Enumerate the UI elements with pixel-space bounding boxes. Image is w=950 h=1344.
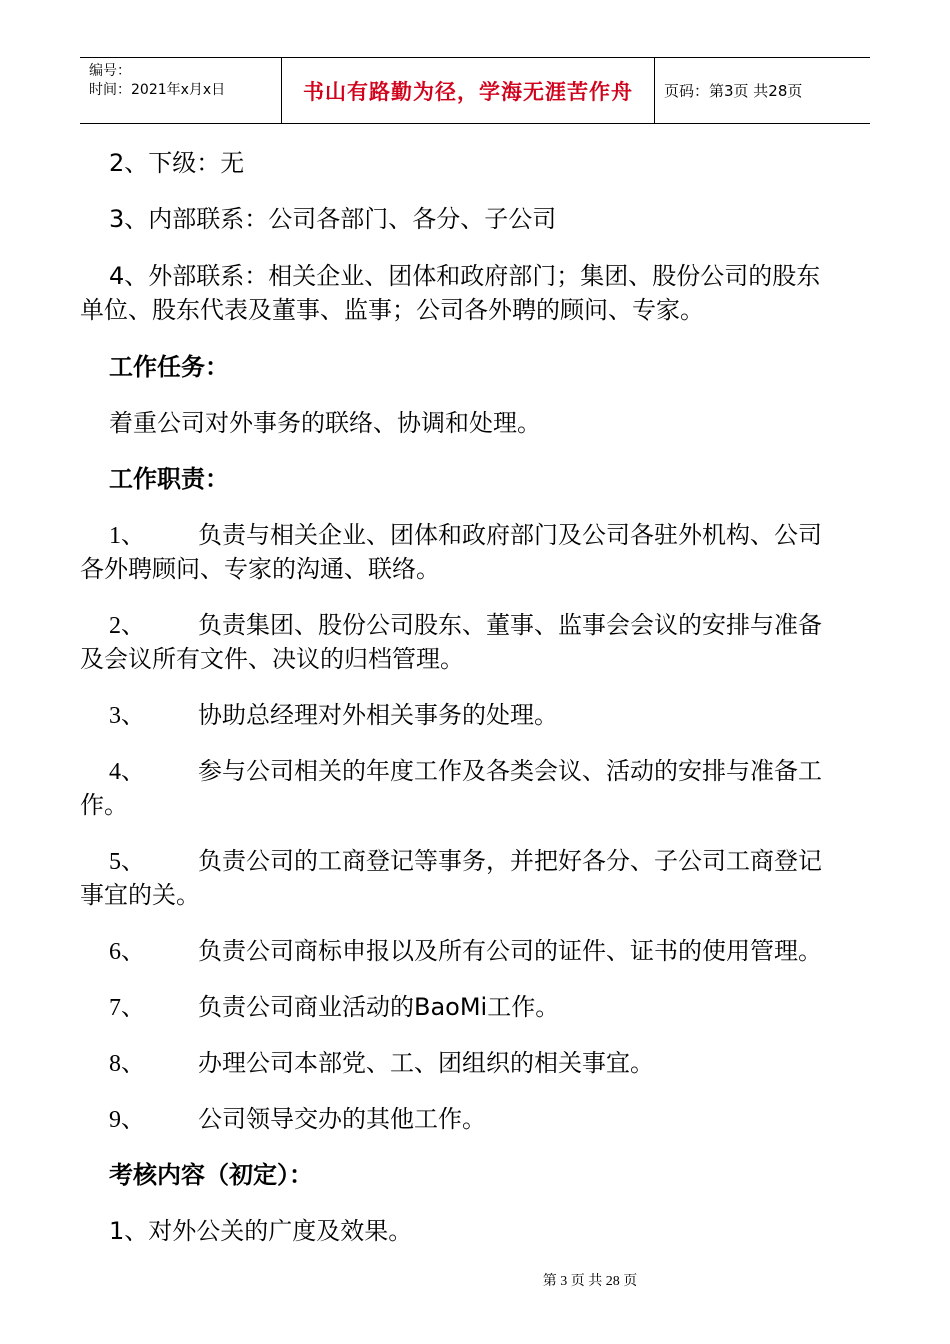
paragraph-work-task: 着重公司对外事务的联络、协调和处理。 [109,409,541,437]
heading-assessment: 考核内容（初定）： [109,1161,313,1189]
duty-text: 负责与相关企业、团体和政府部门及公司各驻外机构、公司 [198,521,822,549]
duty-item-1-cont: 各外聘顾问、专家的沟通、联络。 [80,555,440,583]
page-footer: 第 3 页 共 28 页 [542,1274,638,1289]
paragraph-external-contacts-1: 4、外部联系：相关企业、团体和政府部门；集团、股份公司的股东 [109,262,821,290]
doc-code-label: 编号： [89,63,131,79]
duty-number: 3、 [109,703,145,729]
duty-item-1 [80,518,870,553]
duty-item-5-cont: 事宜的关。 [80,881,200,909]
duty-item-4-cont: 作。 [80,791,128,819]
duty-number: 6、 [109,939,145,965]
heading-work-duties: 工作职责： [109,465,229,493]
header-meta [80,58,281,123]
duty-number: 8、 [109,1051,145,1077]
duty-item-7 [80,990,870,1025]
duty-number: 2、 [109,613,145,639]
header-motto: 书山有路勤为径，学海无涯苦作舟 [281,58,655,123]
duty-item-5 [80,844,870,879]
duty-item-9 [80,1102,870,1137]
paragraph-external-contacts-2: 单位、股东代表及董事、监事；公司各外聘的顾问、专家。 [80,296,704,324]
paragraph-subordinate: 2、下级：无 [109,149,245,177]
duty-text: 负责公司商标申报以及所有公司的证件、证书的使用管理。 [198,937,822,965]
duty-item-6 [80,934,870,969]
duty-text: 办理公司本部党、工、团组织的相关事宜。 [198,1049,654,1077]
duty-text: 负责公司商业活动的BaoMi工作。 [198,993,560,1021]
duty-item-4 [80,754,870,789]
duty-text: 负责公司的工商登记等事务，并把好各分、子公司工商登记 [198,847,822,875]
duty-number: 7、 [109,995,145,1021]
duty-number: 9、 [109,1107,145,1133]
duty-number: 1、 [109,523,145,549]
duty-item-8 [80,1046,870,1081]
duty-item-2 [80,608,870,643]
paragraph-internal-contacts: 3、内部联系：公司各部门、各分、子公司 [109,205,557,233]
duty-item-2-cont: 及会议所有文件、决议的归档管理。 [80,645,464,673]
duty-number: 5、 [109,849,145,875]
duty-number: 4、 [109,759,145,785]
duty-text: 参与公司相关的年度工作及各类会议、活动的安排与准备工 [198,757,822,785]
duty-text: 公司领导交办的其他工作。 [198,1105,486,1133]
doc-date: 时间：2021年x月x日 [89,82,226,98]
heading-work-task: 工作任务： [109,353,229,381]
page-header [80,57,870,124]
duty-text: 协助总经理对外相关事务的处理。 [198,701,558,729]
assessment-item-1: 1、对外公关的广度及效果。 [109,1217,413,1245]
duty-text: 负责集团、股份公司股东、董事、监事会会议的安排与准备 [198,611,822,639]
duty-item-3 [80,698,870,733]
header-page-number: 页码：第3页 共28页 [664,82,803,100]
